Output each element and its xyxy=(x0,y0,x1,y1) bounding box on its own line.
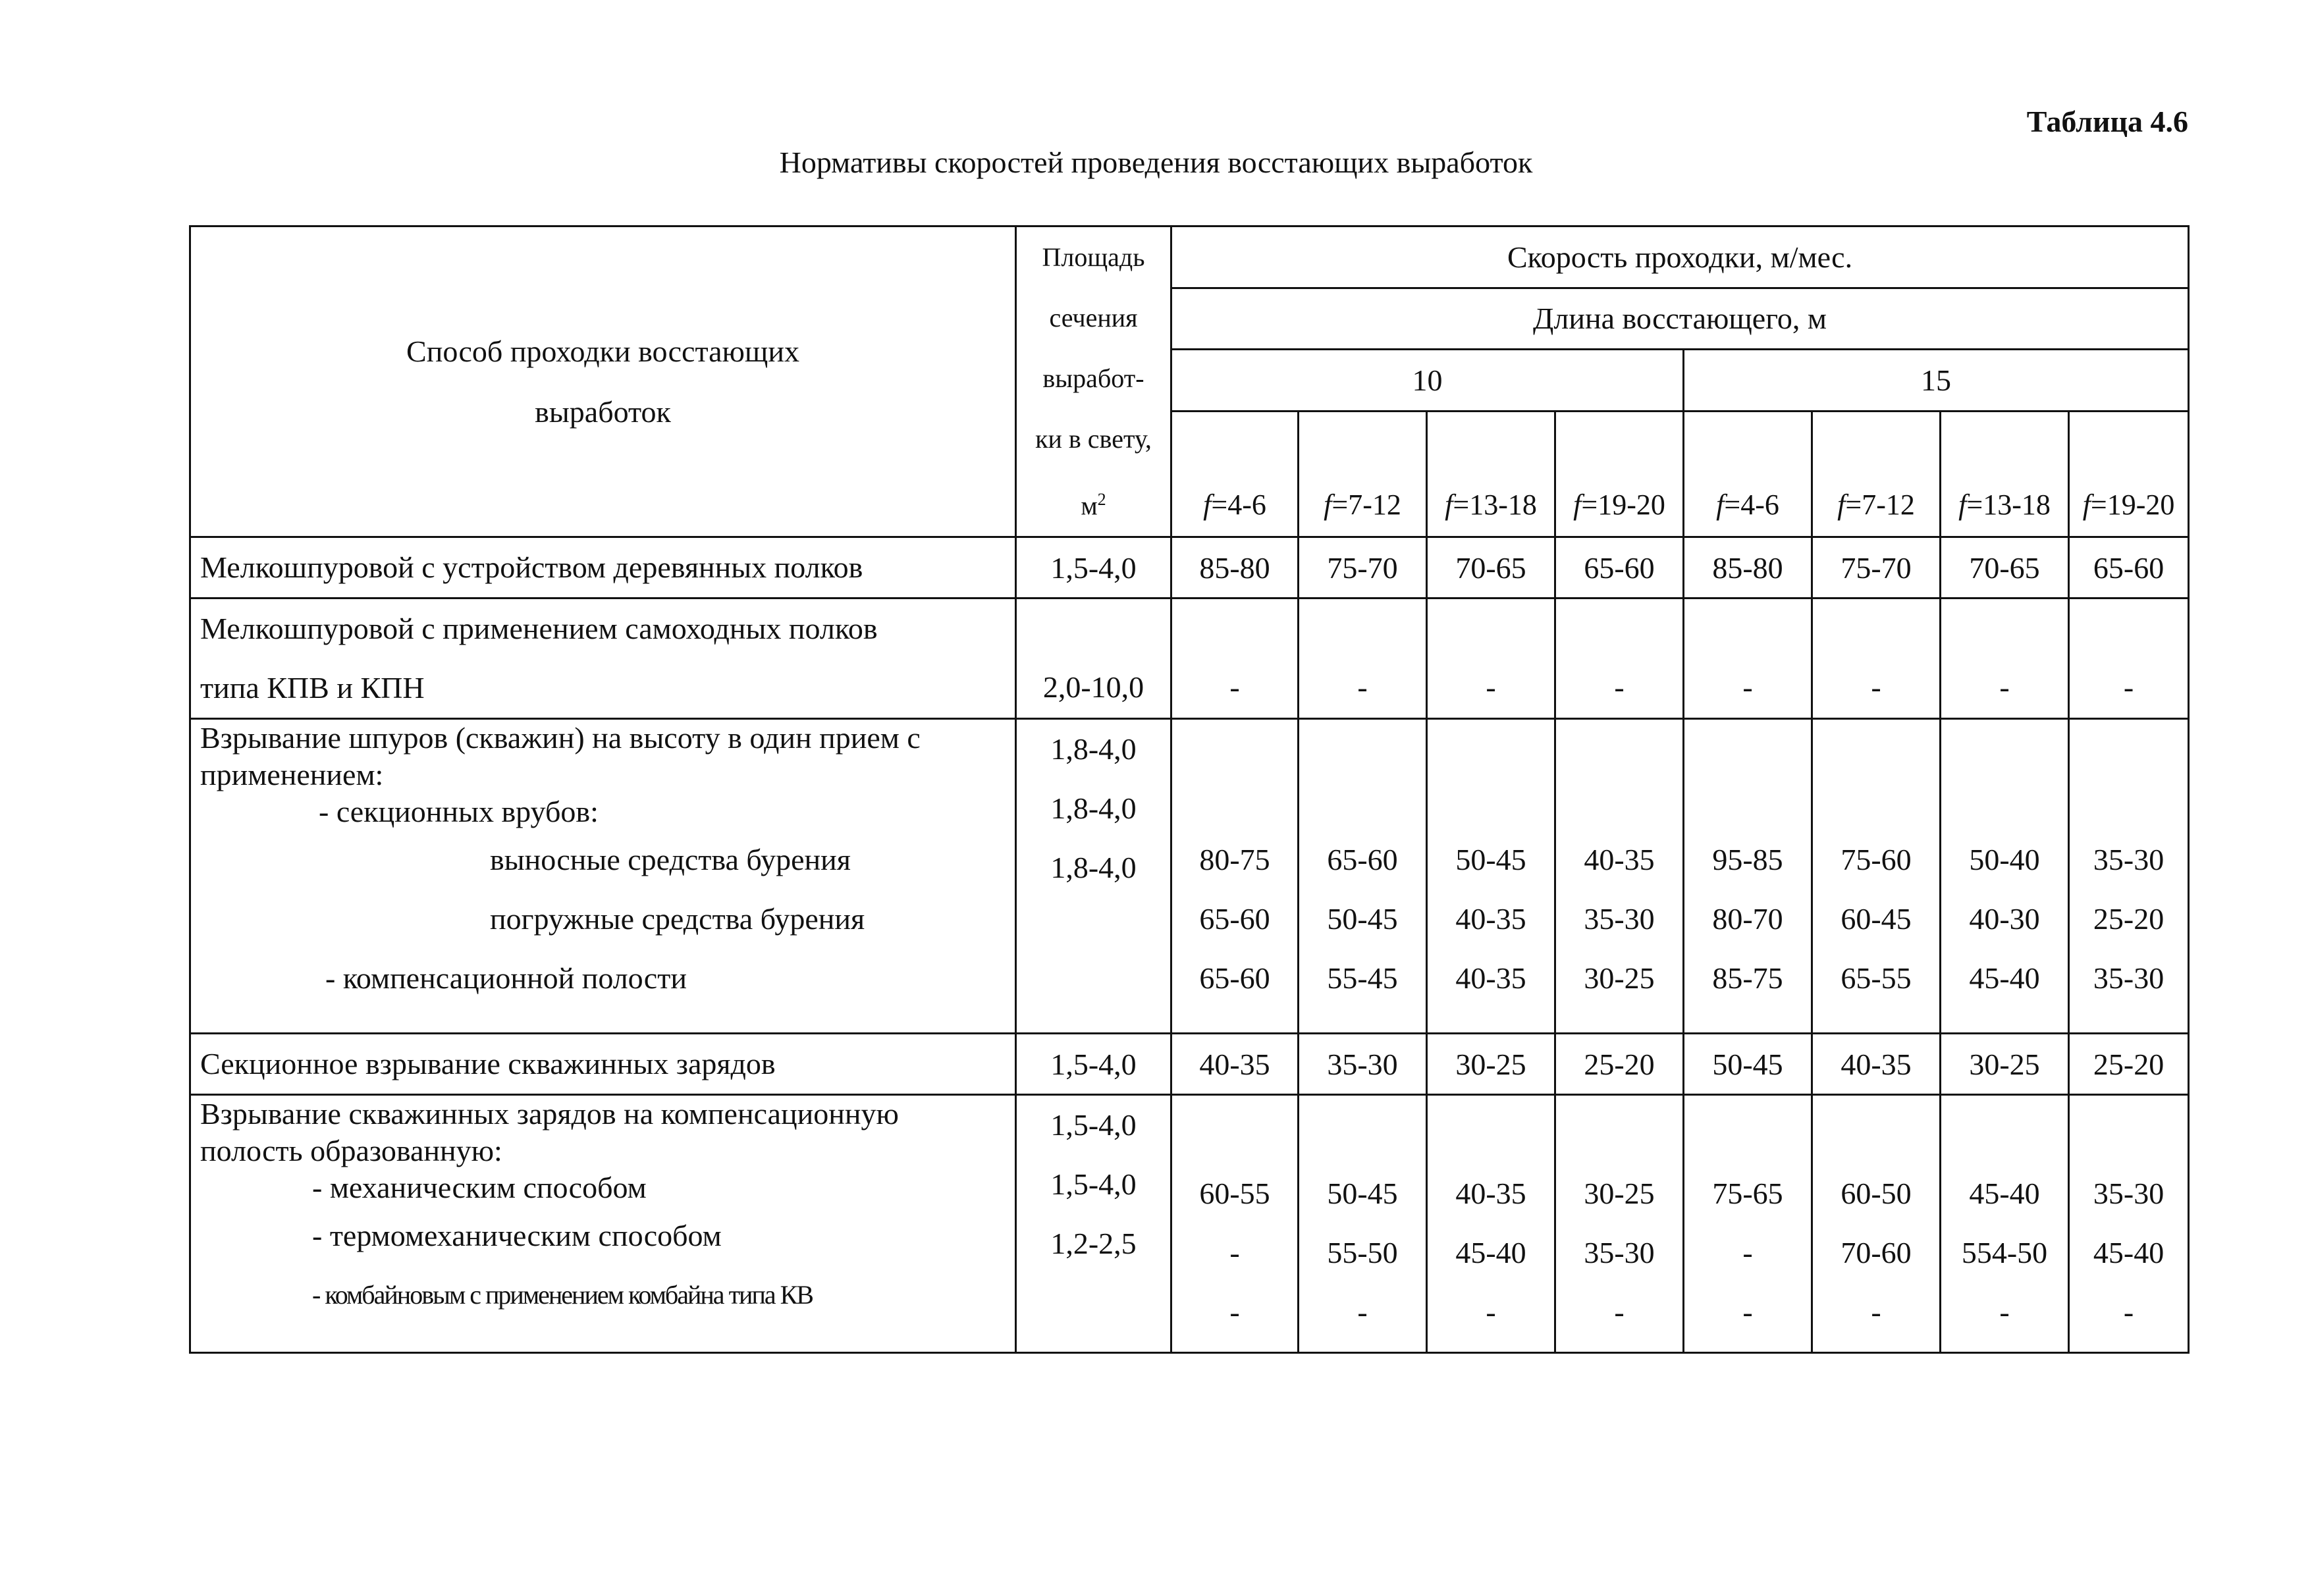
method-cell: Секционное взрывание скважинных зарядов xyxy=(190,1034,1016,1095)
value-cell: 75-70 xyxy=(1299,537,1427,598)
value-cell: - xyxy=(1812,598,1941,719)
header-f-col: f=7-12 xyxy=(1812,411,1941,537)
method-subitem: погружные средства бурения xyxy=(490,902,865,936)
header-method xyxy=(190,226,1016,537)
value-cell: 75-70 xyxy=(1812,537,1941,598)
value-cell: 70-65 xyxy=(1941,537,2069,598)
table-row xyxy=(190,1034,2189,1095)
header-f-col: f=13-18 xyxy=(1941,411,2069,537)
norms-table xyxy=(189,225,2190,1354)
value-cell: - xyxy=(1684,598,1812,719)
value-cell: 60-55 - - xyxy=(1171,1095,1299,1353)
table-row xyxy=(190,1095,2189,1353)
value-cell: 30-25 xyxy=(1941,1034,2069,1095)
value-cell: 50-45 40-35 40-35 xyxy=(1427,719,1555,1034)
value-cell: 65-60 50-45 55-45 xyxy=(1299,719,1427,1034)
value-cell: 75-60 60-45 65-55 xyxy=(1812,719,1941,1034)
header-length-15: 15 xyxy=(1684,350,2189,412)
header-f-col: f=13-18 xyxy=(1427,411,1555,537)
area-value: 1,8-4,0 xyxy=(1050,851,1137,885)
value-cell: 45-40 554-50 - xyxy=(1941,1095,2069,1353)
value-cell: 30-25 35-30 - xyxy=(1555,1095,1684,1353)
area-cell: 1,5-4,0 xyxy=(1016,1034,1171,1095)
value-cell: - xyxy=(1555,598,1684,719)
header-area-line: сечения xyxy=(1049,303,1138,332)
header-area-sup: 2 xyxy=(1097,490,1106,509)
method-cell: Мелкошпуровой с устройством деревянных полков xyxy=(190,537,1016,598)
value-cell: 35-30 25-20 35-30 xyxy=(2069,719,2189,1034)
method-line: полость образованную: xyxy=(200,1134,502,1168)
method-line: Взрывание шпуров (скважин) на высоту в один прием с xyxy=(200,721,921,755)
method-line: типа КПВ и КПН xyxy=(200,671,425,705)
header-f-col: f=4-6 xyxy=(1171,411,1299,537)
value-cell: 50-45 55-50 - xyxy=(1299,1095,1427,1353)
value-cell: 40-35 xyxy=(1171,1034,1299,1095)
area-value: 1,8-4,0 xyxy=(1050,732,1137,766)
value-cell: 35-30 xyxy=(1299,1034,1427,1095)
method-line: применением: xyxy=(200,758,384,792)
header-f-col: f=7-12 xyxy=(1299,411,1427,537)
method-subitem: - механическим способом xyxy=(312,1171,647,1205)
header-f-col: f=4-6 xyxy=(1684,411,1812,537)
value-cell: 40-35 xyxy=(1812,1034,1941,1095)
method-line: Мелкошпуровой с применением самоходных полков xyxy=(200,612,878,646)
area-value: 1,5-4,0 xyxy=(1050,1108,1137,1142)
value-cell: - xyxy=(1427,598,1555,719)
value-cell: - xyxy=(1941,598,2069,719)
page-title: Нормативы скоростей проведения восстающих выработок xyxy=(779,146,1533,179)
area-cell: 1,5-4,0 xyxy=(1016,537,1171,598)
value-cell: 50-40 40-30 45-40 xyxy=(1941,719,2069,1034)
header-f-col: f=19-20 xyxy=(2069,411,2189,537)
method-subitem: выносные средства бурения xyxy=(490,843,851,877)
header-area-line: Площадь xyxy=(1042,242,1145,272)
header-area xyxy=(1016,226,1171,537)
header-method-line2: выработок xyxy=(535,394,671,429)
value-cell: 50-45 xyxy=(1684,1034,1812,1095)
method-subitem: - термомеханическим способом xyxy=(312,1219,722,1253)
header-length-10: 10 xyxy=(1171,350,1684,412)
value-cell: 40-35 45-40 - xyxy=(1427,1095,1555,1353)
method-subitem: - секционных врубов: xyxy=(319,795,599,829)
value-cell: 85-80 xyxy=(1684,537,1812,598)
table-row xyxy=(190,719,2189,1034)
method-subitem: - компенсационной полости xyxy=(325,961,687,996)
method-cell xyxy=(190,1095,1016,1353)
header-length: Длина восстающего, м xyxy=(1171,288,2189,350)
value-cell: 70-65 xyxy=(1427,537,1555,598)
method-line: Взрывание скважинных зарядов на компенсационную xyxy=(200,1097,899,1131)
area-cell xyxy=(1016,1095,1171,1353)
value-cell: 80-75 65-60 65-60 xyxy=(1171,719,1299,1034)
header-area-line: выработ- xyxy=(1042,363,1144,393)
table-row xyxy=(190,598,2189,719)
header-area-line: ки в свету, xyxy=(1035,424,1152,454)
value-cell: 65-60 xyxy=(1555,537,1684,598)
method-subitem: - комбайновым с применением комбайна типа КВ xyxy=(312,1280,813,1310)
area-value: 1,5-4,0 xyxy=(1050,1167,1137,1202)
area-value: 1,8-4,0 xyxy=(1050,791,1137,826)
value-cell: 75-65 - - xyxy=(1684,1095,1812,1353)
value-cell: 40-35 35-30 30-25 xyxy=(1555,719,1684,1034)
header-speed: Скорость проходки, м/мес. xyxy=(1171,226,2189,288)
value-cell: 25-20 xyxy=(2069,1034,2189,1095)
method-cell xyxy=(190,719,1016,1034)
value-cell: - xyxy=(1171,598,1299,719)
value-cell: 60-50 70-60 - xyxy=(1812,1095,1941,1353)
value-cell: 85-80 xyxy=(1171,537,1299,598)
value-cell: - xyxy=(1299,598,1427,719)
header-f-col: f=19-20 xyxy=(1555,411,1684,537)
table-row xyxy=(190,537,2189,598)
area-cell: 2,0-10,0 xyxy=(1016,598,1171,719)
value-cell: 95-85 80-70 85-75 xyxy=(1684,719,1812,1034)
value-cell: 30-25 xyxy=(1427,1034,1555,1095)
area-cell xyxy=(1016,719,1171,1034)
value-cell: 65-60 xyxy=(2069,537,2189,598)
value-cell: - xyxy=(2069,598,2189,719)
header-method-line1: Способ проходки восстающих xyxy=(406,334,799,368)
value-cell: 25-20 xyxy=(1555,1034,1684,1095)
header-area-unit: м xyxy=(1081,491,1098,521)
value-cell: 35-30 45-40 - xyxy=(2069,1095,2189,1353)
method-cell xyxy=(190,598,1016,719)
area-value: 1,2-2,5 xyxy=(1050,1227,1137,1261)
table-number: Таблица 4.6 xyxy=(2026,105,2188,138)
